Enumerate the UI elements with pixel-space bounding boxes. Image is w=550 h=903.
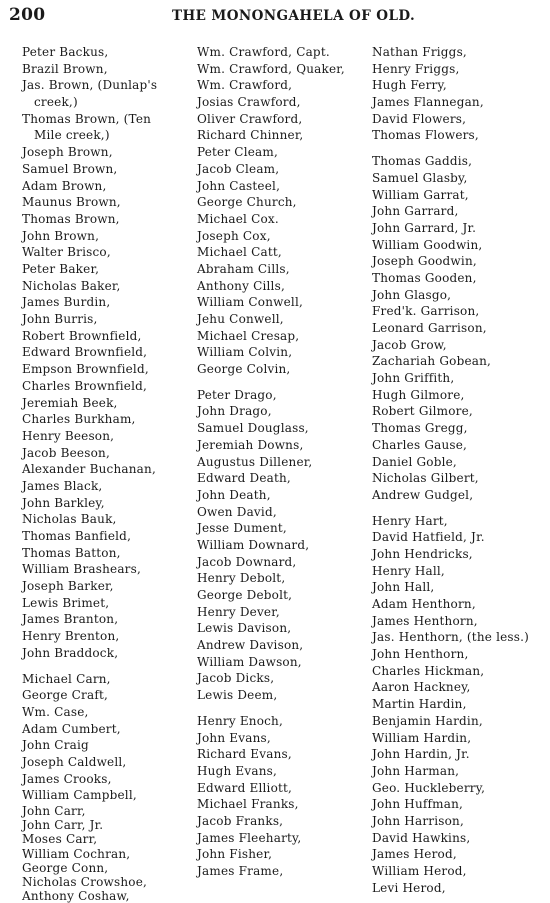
- name-entry: Jehu Conwell,: [197, 312, 284, 326]
- name-entry: John Garrard, Jr.: [372, 220, 477, 235]
- name-entry: Daniel Goble,: [372, 454, 457, 469]
- name-entry: Michael Cresap,: [197, 328, 300, 343]
- name-entry: Joseph Cox,: [197, 228, 271, 243]
- name-entry: Andrew Davison,: [197, 638, 304, 653]
- name-entry: Leonard Garrison,: [372, 321, 487, 335]
- name-entry: Brazil Brown,: [22, 61, 108, 76]
- name-entry: Jesse Dument,: [197, 521, 287, 536]
- name-entry-line: Jas. Brown, (Dunlap's: [22, 78, 158, 93]
- name-entry: James Black,: [22, 478, 103, 493]
- section-gap: [22, 662, 157, 671]
- name-column-1: [22, 44, 157, 903]
- name-entry: Augustus Dillener,: [197, 454, 313, 469]
- name-entry: William Garrat,: [372, 187, 469, 202]
- name-entry: James Frame,: [197, 864, 284, 878]
- name-entry: William Hardin,: [372, 730, 472, 745]
- page-number: 200: [9, 5, 46, 25]
- name-entry: Joseph Barker,: [22, 579, 114, 594]
- name-entry: Alexander Buchanan,: [22, 462, 156, 477]
- name-entry: Thomas Gregg,: [372, 421, 468, 436]
- name-entry: John Casteel,: [197, 178, 281, 193]
- name-entry: William Campbell,: [22, 788, 137, 803]
- name-entry: Walter Brisco,: [22, 245, 111, 260]
- name-entry: Samuel Glasby,: [372, 170, 468, 185]
- name-entry: Jacob Beeson,: [22, 445, 110, 460]
- name-entry: Richard Chinner,: [197, 128, 304, 143]
- name-entry: William Colvin,: [197, 345, 293, 360]
- name-entry-continuation: creek,): [34, 95, 78, 110]
- name-entry: Jacob Downard,: [197, 554, 297, 569]
- name-entry: Wm. Crawford, Quaker,: [197, 61, 345, 76]
- name-entry: Henry Brenton,: [22, 629, 120, 644]
- name-entry: Hugh Ferry,: [372, 78, 447, 93]
- name-entry: Adam Cumbert,: [22, 721, 121, 736]
- name-entry: John Braddock,: [22, 645, 119, 660]
- name-entry: Charles Hickman,: [372, 663, 485, 678]
- name-entry: Geo. Huckleberry,: [372, 780, 486, 795]
- name-entry: Charles Burkham,: [22, 412, 136, 427]
- section-gap: [372, 504, 529, 513]
- name-entry: Henry Enoch,: [197, 713, 284, 728]
- name-entry: Henry Beeson,: [22, 428, 115, 443]
- name-entry: Wm. Crawford, Capt.: [197, 45, 330, 59]
- name-entry: Joseph Brown,: [22, 145, 113, 160]
- name-entry: John Barkley,: [22, 495, 105, 510]
- name-entry: Lewis Davison,: [197, 621, 292, 636]
- name-entry: Thomas Batton,: [22, 545, 121, 560]
- section-gap: [197, 378, 345, 387]
- name-entry: Lewis Deem,: [197, 688, 278, 703]
- name-entry: Aaron Hackney,: [372, 680, 471, 695]
- name-entry-line: Thomas Brown, (Ten: [22, 111, 152, 126]
- name-entry: John Huffman,: [372, 797, 464, 812]
- name-entry: John Glasgo,: [372, 287, 452, 302]
- name-entry: Moses Carr,: [22, 832, 98, 847]
- name-entry: Edward Elliott,: [197, 780, 293, 795]
- name-entry: Michael Cox.: [197, 211, 279, 226]
- name-entry: Wm. Case,: [22, 704, 89, 719]
- name-entry: Thomas Banfield,: [22, 529, 132, 543]
- name-entry: Lewis Brimet,: [22, 595, 110, 610]
- name-entry: James Branton,: [22, 612, 119, 627]
- name-entry: Maunus Brown,: [22, 195, 121, 210]
- name-entry: George Craft,: [22, 688, 108, 703]
- name-column-2: [197, 44, 345, 880]
- name-entry: Josias Crawford,: [197, 95, 301, 110]
- name-entry: Samuel Brown,: [22, 161, 118, 176]
- name-entry: John Griffith,: [372, 371, 455, 386]
- name-entry: John Hardin, Jr.: [372, 747, 470, 762]
- name-entry: Joseph Caldwell,: [22, 754, 127, 769]
- name-entry: Benjamin Hardin,: [372, 713, 483, 728]
- name-entry: Hugh Gilmore,: [372, 387, 465, 402]
- name-entry: John Harman,: [372, 763, 460, 778]
- name-entry: John Carr, Jr.: [22, 818, 104, 833]
- name-entry: Thomas Gooden,: [372, 270, 477, 285]
- name-entry: Fred'k. Garrison,: [372, 304, 480, 319]
- name-entry: William Cochran,: [22, 846, 131, 861]
- name-entry: William Brashears,: [22, 562, 141, 577]
- name-entry: Wm. Crawford,: [197, 78, 293, 93]
- name-entry: John Carr,: [22, 804, 86, 818]
- name-entry: George Debolt,: [197, 588, 293, 602]
- name-entry: Owen David,: [197, 504, 277, 519]
- name-entry: Henry Hart,: [372, 513, 448, 528]
- name-entry: Robert Gilmore,: [372, 404, 473, 419]
- name-entry: Oliver Crawford,: [197, 111, 303, 126]
- name-entry: Empson Brownfield,: [22, 362, 149, 377]
- name-entry: Nicholas Crowshoe,: [22, 874, 148, 889]
- name-entry: John Garrard,: [372, 204, 459, 219]
- name-entry: Peter Cleam,: [197, 145, 278, 160]
- name-entry: Joseph Goodwin,: [372, 254, 477, 269]
- name-entry: Jacob Dicks,: [197, 671, 275, 686]
- name-entry: Anthony Coshaw,: [22, 889, 130, 903]
- name-entry: Hugh Evans,: [197, 763, 278, 778]
- name-entry: Richard Evans,: [197, 747, 292, 762]
- name-entry: Michael Carn,: [22, 671, 111, 686]
- name-entry: Peter Baker,: [22, 262, 100, 276]
- name-entry: John Henthorn,: [372, 647, 469, 662]
- name-entry: Martin Hardin,: [372, 697, 467, 712]
- name-entry: James Herod,: [372, 847, 457, 862]
- name-entry: Jacob Cleam,: [197, 161, 280, 176]
- name-entry: [22, 111, 157, 144]
- name-entry: Abraham Cills,: [197, 261, 290, 276]
- name-entry: David Hatfield, Jr.: [372, 530, 485, 545]
- name-entry: James Flannegan,: [372, 95, 484, 110]
- name-entry: Adam Brown,: [22, 178, 107, 193]
- name-entry: Henry Hall,: [372, 563, 445, 578]
- name-entry: Samuel Douglass,: [197, 421, 309, 436]
- name-entry: George Conn,: [22, 860, 109, 875]
- name-entry: Michael Catt,: [197, 245, 282, 260]
- name-entry: Anthony Cills,: [197, 278, 285, 293]
- name-entry: Levi Herod,: [372, 880, 446, 895]
- name-entry: Thomas Brown,: [22, 211, 120, 226]
- name-entry: John Fisher,: [197, 847, 273, 862]
- name-entry: George Colvin,: [197, 362, 291, 377]
- name-entry: Zachariah Gobean,: [372, 354, 492, 369]
- name-entry: John Hendricks,: [372, 546, 473, 561]
- name-entry: Charles Brownfield,: [22, 378, 148, 393]
- name-entry: David Hawkins,: [372, 830, 471, 845]
- name-entry: James Crooks,: [22, 771, 112, 786]
- name-entry: James Burdin,: [22, 295, 111, 310]
- name-entry: Jacob Grow,: [372, 337, 447, 352]
- name-entry: Jacob Franks,: [197, 813, 284, 828]
- name-entry: Henry Friggs,: [372, 61, 460, 76]
- name-entry: Jeremiah Downs,: [197, 437, 304, 452]
- name-entry: Nicholas Gilbert,: [372, 471, 479, 486]
- name-entry: James Henthorn,: [372, 613, 478, 628]
- name-entry: Henry Dever,: [197, 604, 280, 619]
- name-entry: Edward Brownfield,: [22, 345, 148, 360]
- name-entry: Henry Debolt,: [197, 571, 286, 586]
- name-entry: Jeremiah Beek,: [22, 395, 118, 410]
- name-entry: Michael Franks,: [197, 797, 299, 812]
- name-entry: John Drago,: [197, 404, 272, 419]
- name-entry: John Evans,: [197, 730, 271, 745]
- name-entry: John Burris,: [22, 312, 98, 327]
- name-entry: Thomas Flowers,: [372, 128, 479, 143]
- name-entry: Jas. Henthorn, (the less.): [372, 630, 530, 645]
- name-entry: Nicholas Baker,: [22, 278, 121, 293]
- name-entry: John Hall,: [372, 580, 435, 595]
- name-entry: James Fleeharty,: [197, 830, 302, 845]
- name-entry: David Flowers,: [372, 111, 467, 126]
- name-entry: Thomas Gaddis,: [372, 154, 473, 169]
- name-entry: John Brown,: [22, 228, 100, 243]
- name-entry: [22, 77, 157, 110]
- name-entry: Charles Gause,: [372, 437, 468, 452]
- name-column-3: [372, 44, 529, 896]
- name-entry: William Dawson,: [197, 654, 302, 669]
- name-entry: Andrew Gudgel,: [372, 487, 474, 502]
- name-entry: William Conwell,: [197, 295, 304, 310]
- name-entry: Peter Backus,: [22, 45, 109, 59]
- name-entry: Edward Death,: [197, 471, 291, 486]
- name-entry: William Goodwin,: [372, 237, 483, 252]
- name-entry: John Craig: [22, 738, 89, 753]
- section-gap: [372, 144, 529, 153]
- name-entry: William Downard,: [197, 537, 310, 552]
- name-entry: Nathan Friggs,: [372, 45, 467, 59]
- running-title: THE MONONGAHELA OF OLD.: [172, 8, 416, 24]
- name-entry: Robert Brownfield,: [22, 328, 142, 343]
- name-entry: John Death,: [197, 487, 271, 502]
- name-entry: Peter Drago,: [197, 387, 277, 402]
- name-entry: John Harrison,: [372, 813, 464, 828]
- name-entry: William Herod,: [372, 864, 467, 878]
- name-entry: Adam Henthorn,: [372, 597, 476, 611]
- name-entry: Nicholas Bauk,: [22, 512, 117, 527]
- name-entry: George Church,: [197, 195, 297, 210]
- section-gap: [197, 704, 345, 713]
- name-entry-continuation: Mile creek,): [34, 128, 110, 143]
